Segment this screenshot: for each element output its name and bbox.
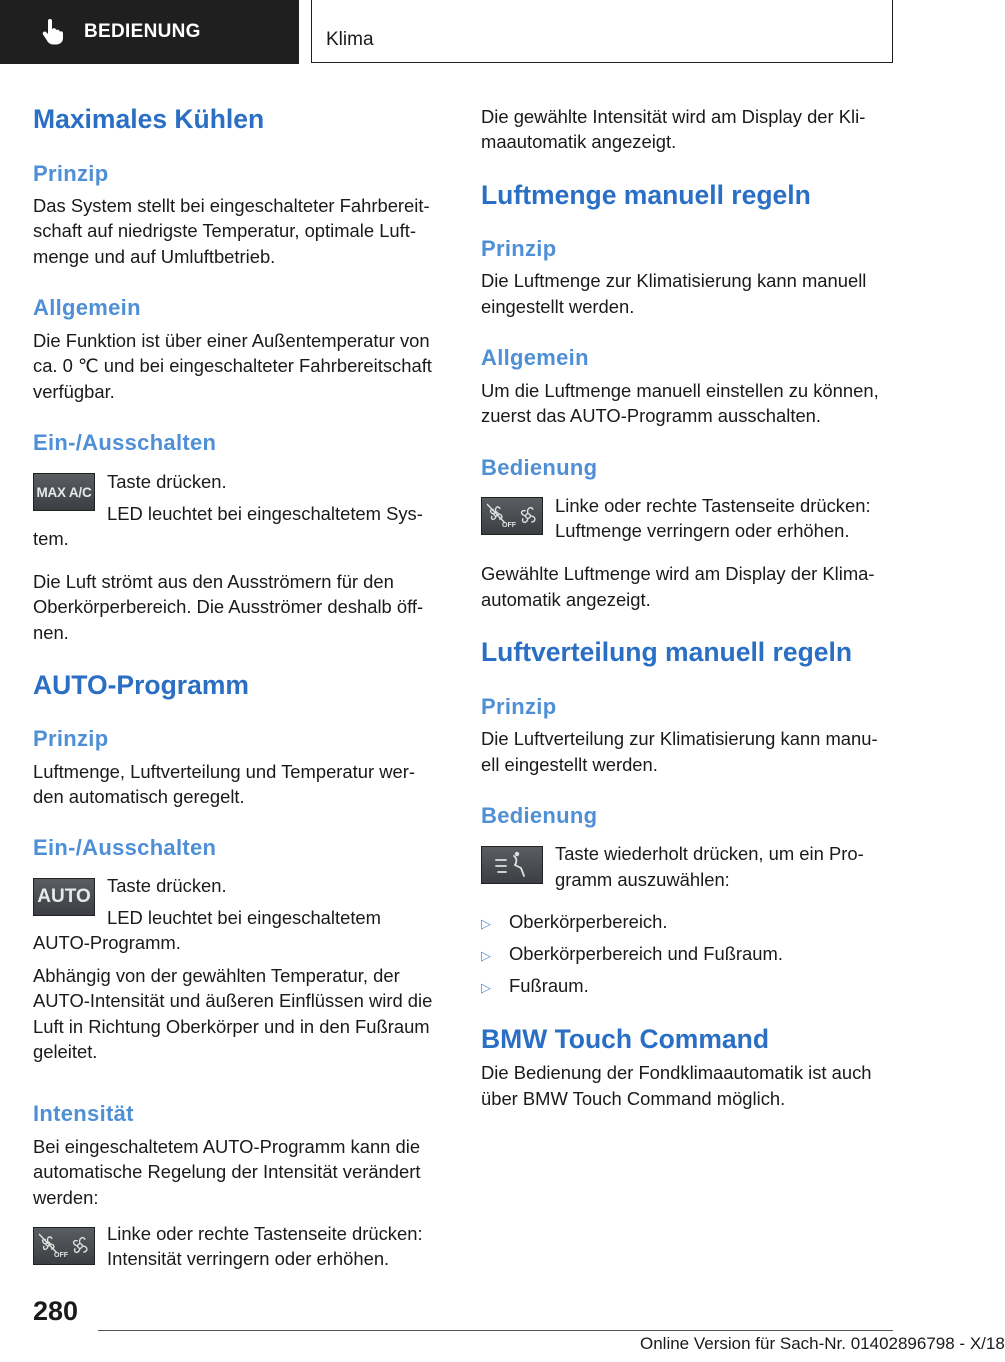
text-line: Gewählte Luftmenge wird am Display der Klima- (481, 563, 875, 584)
text-line: AUTO-Intensität und äußeren Einflüssen wird die (33, 990, 433, 1011)
text-line: Taste wiederholt drücken, um ein Pro- (555, 843, 864, 864)
chapter-tab (311, 0, 893, 63)
heading-bmw-touch-command: BMW Touch Command (481, 1024, 770, 1054)
footer-text: Online Version für Sach-Nr. 01402896798 - X/18 (640, 1334, 1005, 1353)
heading-intensitaet: Intensität (33, 1101, 134, 1126)
heading-allgemein: Allgemein (481, 345, 589, 370)
text-line: ca. 0 ℃ und bei eingeschalteter Fahrbereitschaft (33, 355, 432, 376)
text-line: LED leuchtet bei eingeschaltetem Sys- (107, 503, 423, 524)
auto-label: AUTO (37, 886, 91, 907)
text-line: Die Luft strömt aus den Ausströmern für den (33, 571, 394, 592)
max-ac-button-image (33, 473, 95, 511)
text-line: Linke oder rechte Tastenseite drücken: (555, 495, 871, 516)
text-line: eingestellt werden. (481, 296, 635, 317)
text-line: über BMW Touch Command möglich. (481, 1088, 786, 1109)
svg-text:OFF: OFF (54, 1252, 68, 1259)
text-line: maautomatik angezeigt. (481, 131, 677, 152)
page-number: 280 (33, 1296, 79, 1326)
section-title: BEDIENUNG (84, 21, 201, 42)
text-line: nen. (33, 622, 69, 643)
text-line: Das System stellt bei eingeschalteter Fahrbereit- (33, 195, 430, 216)
text-line: den automatisch geregelt. (33, 786, 245, 807)
chapter-title: Klima (326, 29, 374, 50)
text-line: Taste drücken. (107, 875, 227, 896)
text-line: Die Bedienung der Fondklimaautomatik ist auch (481, 1062, 872, 1083)
text-line: gramm auszuwählen: (555, 869, 730, 890)
heading-luftverteilung: Luftverteilung manuell regeln (481, 637, 853, 667)
heading-ein-ausschalten: Ein-/Ausschalten (33, 430, 217, 455)
text-line: automatik angezeigt. (481, 589, 651, 610)
list-item: ▷ Oberkörperbereich und Fußraum. (481, 941, 783, 969)
distribution-button-image (481, 846, 543, 884)
fan-off-fan-icon (36, 1231, 92, 1261)
triangle-bullet-icon: ▷ (481, 916, 491, 931)
text-line: zuerst das AUTO-Programm ausschalten. (481, 405, 822, 426)
hand-pointer-icon (40, 19, 64, 45)
text-line: Luft in Richtung Oberkörper und in den Fußraum (33, 1016, 430, 1037)
heading-luftmenge: Luftmenge manuell regeln (481, 180, 811, 210)
text-line: Intensität verringern oder erhöhen. (107, 1248, 390, 1269)
text-line: ell eingestellt werden. (481, 754, 658, 775)
text-line: werden: (33, 1187, 99, 1208)
heading-ein-ausschalten: Ein-/Ausschalten (33, 835, 217, 860)
text-line: Die Funktion ist über einer Außentemperatur von (33, 330, 430, 351)
text-line: verfügbar. (33, 381, 115, 402)
auto-button-image (33, 878, 95, 916)
heading-prinzip: Prinzip (33, 161, 109, 186)
section-tab (0, 0, 299, 64)
text-line: AUTO-Programm. (33, 932, 181, 953)
text-line: Um die Luftmenge manuell einstellen zu können, (481, 380, 879, 401)
heading-prinzip: Prinzip (481, 236, 557, 261)
heading-prinzip: Prinzip (481, 694, 557, 719)
text-line: menge und auf Umluftbetrieb. (33, 246, 276, 267)
heading-bedienung: Bedienung (481, 803, 598, 828)
triangle-bullet-icon: ▷ (481, 980, 491, 995)
text-line: LED leuchtet bei eingeschaltetem (107, 907, 381, 928)
text-line: Die Luftverteilung zur Klimatisierung kann manu- (481, 728, 878, 749)
heading-auto-programm: AUTO-Programm (33, 670, 249, 700)
text-line: Die gewählte Intensität wird am Display der Kli- (481, 106, 866, 127)
text-line: Die Luftmenge zur Klimatisierung kann manuell (481, 270, 867, 291)
text-line: Taste drücken. (107, 471, 227, 492)
text-line: geleitet. (33, 1041, 98, 1062)
fan-button-image (481, 497, 543, 535)
fan-off-fan-icon (484, 501, 540, 531)
text-line: Luftmenge verringern oder erhöhen. (555, 520, 850, 541)
text-line: Luftmenge, Luftverteilung und Temperatur wer- (33, 761, 415, 782)
heading-maximales-kuehlen: Maximales Kühlen (33, 104, 265, 134)
text-line: automatische Regelung der Intensität verändert (33, 1161, 421, 1182)
text-line: Bei eingeschaltetem AUTO-Programm kann die (33, 1136, 421, 1157)
list-item: ▷ Fußraum. (481, 973, 589, 1001)
air-distribution-icon (492, 850, 532, 880)
text-line: tem. (33, 528, 69, 549)
heading-prinzip: Prinzip (33, 726, 109, 751)
list-item: ▷ Oberkörperbereich. (481, 909, 667, 937)
triangle-bullet-icon: ▷ (481, 948, 491, 963)
text-line: Linke oder rechte Tastenseite drücken: (107, 1223, 423, 1244)
text-line: Oberkörperbereich. Die Ausströmer deshalb öff- (33, 596, 424, 617)
svg-text:OFF: OFF (502, 522, 516, 529)
fan-button-image (33, 1227, 95, 1265)
text-line: Abhängig von der gewählten Temperatur, der (33, 965, 400, 986)
heading-allgemein: Allgemein (33, 295, 141, 320)
max-ac-label: MAX A/C (36, 484, 92, 500)
text-line: schaft auf niedrigste Temperatur, optimale Luft- (33, 220, 417, 241)
footer-divider (98, 1330, 893, 1331)
heading-bedienung: Bedienung (481, 455, 598, 480)
